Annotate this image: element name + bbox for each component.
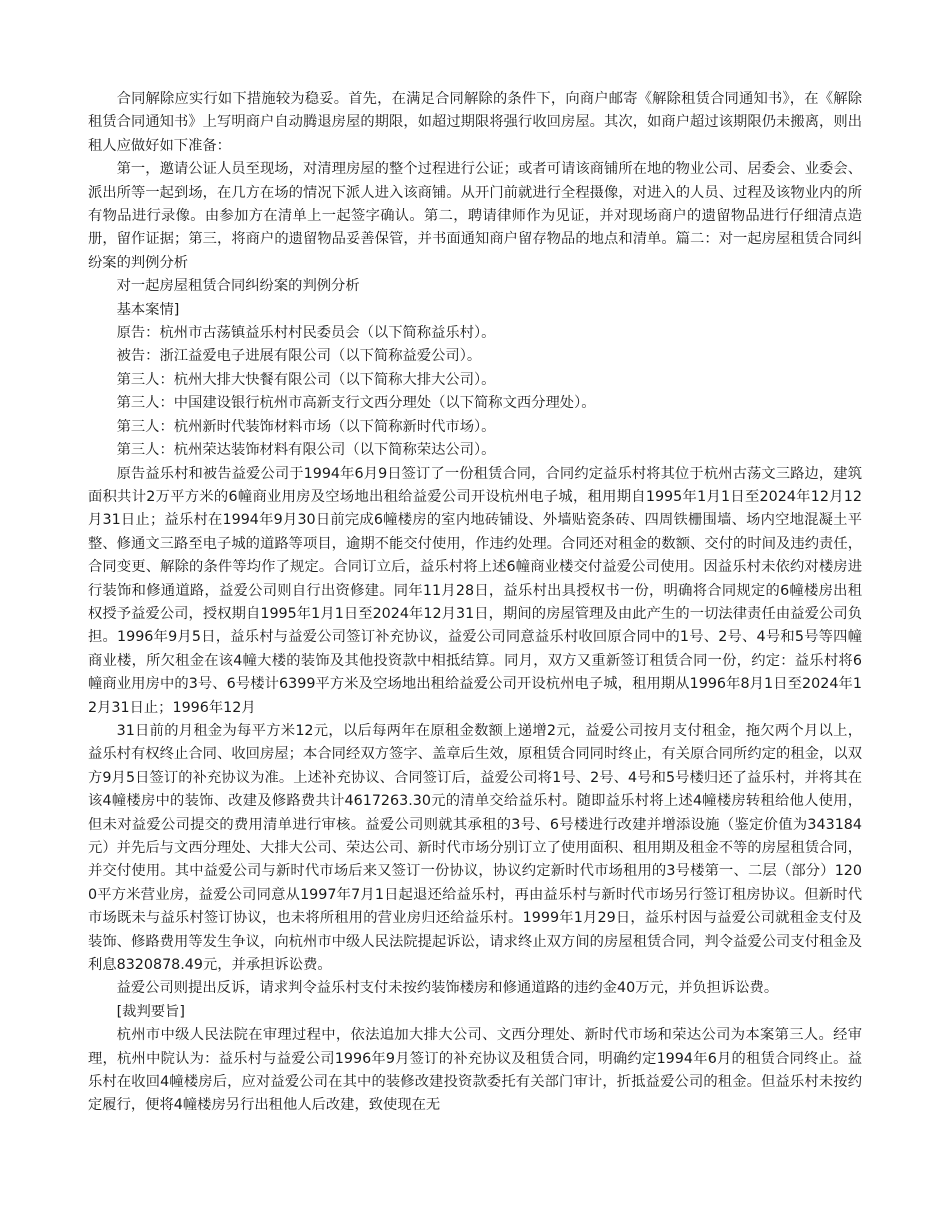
section-heading-basic-facts: 基本案情] xyxy=(116,301,180,318)
party-plaintiff: 原告：杭州市古荡镇益乐村村民委员会（以下简称益乐村）。 xyxy=(116,325,496,342)
paragraph-termination-measures: 合同解除应实行如下措施较为稳妥。首先，在满足合同解除的条件下，向商户邮寄《解除租赁合同通知书》，在《解除租赁合同通知书》上写明商户自动腾退房屋的期限，如超过期限将强行收回房屋。其次，如商户超过该期限仍未搬离，则出租人应做好如下准备： xyxy=(88,91,862,154)
party-third-4: 第三人：杭州荣达装饰材料有限公司（以下简称荣达公司）。 xyxy=(116,442,496,459)
paragraph-case-facts-2: 31日前的月租金为每平方米12元，以后每两年在原租金数额上递增2元，益爱公司按月支付租金，拖欠两个月以上，益乐村有权终止合同、收回房屋；本合同经双方签字、盖章后生效，原租赁合同同时终止，有关原合同所约定的租金，以双方9月5日签订的补充协议为准。上述补充协议、合同签订后，益爱公司将1号、2号、4号和5号楼归还了益乐村，并将其在该4幢楼房中的装饰、改建及修路费共计4617263.30元的清单交给益乐村。随即益乐村将上述4幢楼房转租给他人使用，但未对益爱公司提交的费用清单进行审核。益爱公司则就其承租的3号、6号楼进行改建并增添设施（鉴定价值为343184元）并先后与文西分理处、大排大公司、荣达公司、新时代市场分别订立了使用面积、租用期及租金不等的房屋租赁合同，并交付使用。其中益爱公司与新时代市场后来又签订一份协议，协议约定新时代市场租用的3号楼第一、二层（部分）1200平方米营业房，益爱公司同意从1997年7月1日起退还给益乐村，再由益乐村与新时代市场另行签订租房协议。但新时代市场既未与益乐村签订协议，也未将所租用的营业房归还给益乐村。1999年1月29日，益乐村因与益爱公司就租金支付及装饰、修路费用等发生争议，向杭州市中级人民法院提起诉讼，请求终止双方间的房屋租赁合同，判令益爱公司支付租金及利息8320878.49元，并承担诉讼费。 xyxy=(88,722,862,974)
paragraph-case-facts-1: 原告益乐村和被告益爱公司于1994年6月9日签订了一份租赁合同，合同约定益乐村将其位于杭州古荡文三路边，建筑面积共计2万平方米的6幢商业用房及空场地出租给益爱公司开设杭州电子城，租用期自1995年1月1日至2024年12月12月31日止；益乐村在1994年9月30日前完成6幢楼房的室内地砖铺设、外墙贴瓷条砖、四周铁栅围墙、场内空地混凝土平整、修通文三路至电子城的道路等项目，逾期不能交付使用，作违约处理。合同还对租金的数额、交付的时间及违约责任，合同变更、解除的条件等均作了规定。合同订立后，益乐村将上述6幢商业楼交付益爱公司使用。因益乐村未依约对楼房进行装饰和修通道路，益爱公司则自行出资修建。同年11月28日，益乐村出具授权书一份，明确将合同规定的6幢楼房出租权授予益爱公司，授权期自1995年1月1日至2024年12月31日，期间的房屋管理及由此产生的一切法律责任由益爱公司负担。1996年9月5日，益乐村与益爱公司签订补充协议，益爱公司同意益乐村收回原合同中的1号、2号、4号和5号等四幢商业楼，所欠租金在该4幢大楼的装饰及其他投资款中相抵结算。同月，双方又重新签订租赁合同一份，约定：益乐村将6幢商业用房中的3号、6号楼计6399平方米及空场地出租给益爱公司开设杭州电子城，租用期从1996年8月1日至2024年12月31日止；1996年12月 xyxy=(88,465,862,716)
section-title: 对一起房屋租赁合同纠纷案的判例分析 xyxy=(116,278,360,295)
document-body xyxy=(88,88,862,1118)
party-third-2: 第三人：中国建设银行杭州市高新支行文西分理处（以下简称文西分理处）。 xyxy=(116,395,596,412)
paragraph-ruling: 杭州市中级人民法院在审理过程中，依法追加大排大公司、文西分理处、新时代市场和荣达公司为本案第三人。经审理，杭州中院认为：益乐村与益爱公司1996年9月签订的补充协议及租赁合同，明确约定1994年6月的租赁合同终止。益乐村在收回4幢楼房后，应对益爱公司在其中的装修改建投资款委托有关部门审计，折抵益爱公司的租金。但益乐村未按约定履行，便将4幢楼房另行出租他人后改建，致使现在无 xyxy=(88,1027,862,1114)
party-defendant: 被告：浙江益爱电子进展有限公司（以下简称益爱公司）。 xyxy=(116,348,482,365)
party-third-3: 第三人：杭州新时代装饰材料市场（以下简称新时代市场）。 xyxy=(116,418,496,435)
party-third-1: 第三人：杭州大排大快餐有限公司（以下简称大排大公司）。 xyxy=(116,371,496,388)
paragraph-counterclaim: 益爱公司则提出反诉，请求判令益乐村支付未按约装饰楼房和修通道路的违约金40万元，并负担诉讼费。 xyxy=(116,980,779,997)
paragraph-preparation-steps: 第一，邀请公证人员至现场，对清理房屋的整个过程进行公证；或者可请该商铺所在地的物业公司、居委会、业委会、派出所等一起到场，在几方在场的情况下派人进入该商铺。从开门前就进行全程摄像，对进入的人员、过程及该物业内的所有物品进行录像。由参加方在清单上一起签字确认。第二，聘请律师作为见证，并对现场商户的遗留物品进行仔细清点造册，留作证据；第三，将商户的遗留物品妥善保管，并书面通知商户留存物品的地点和清单。篇二：对一起房屋租赁合同纠纷案的判例分析 xyxy=(88,161,862,271)
section-heading-ruling: [裁判要旨] xyxy=(116,1003,185,1020)
